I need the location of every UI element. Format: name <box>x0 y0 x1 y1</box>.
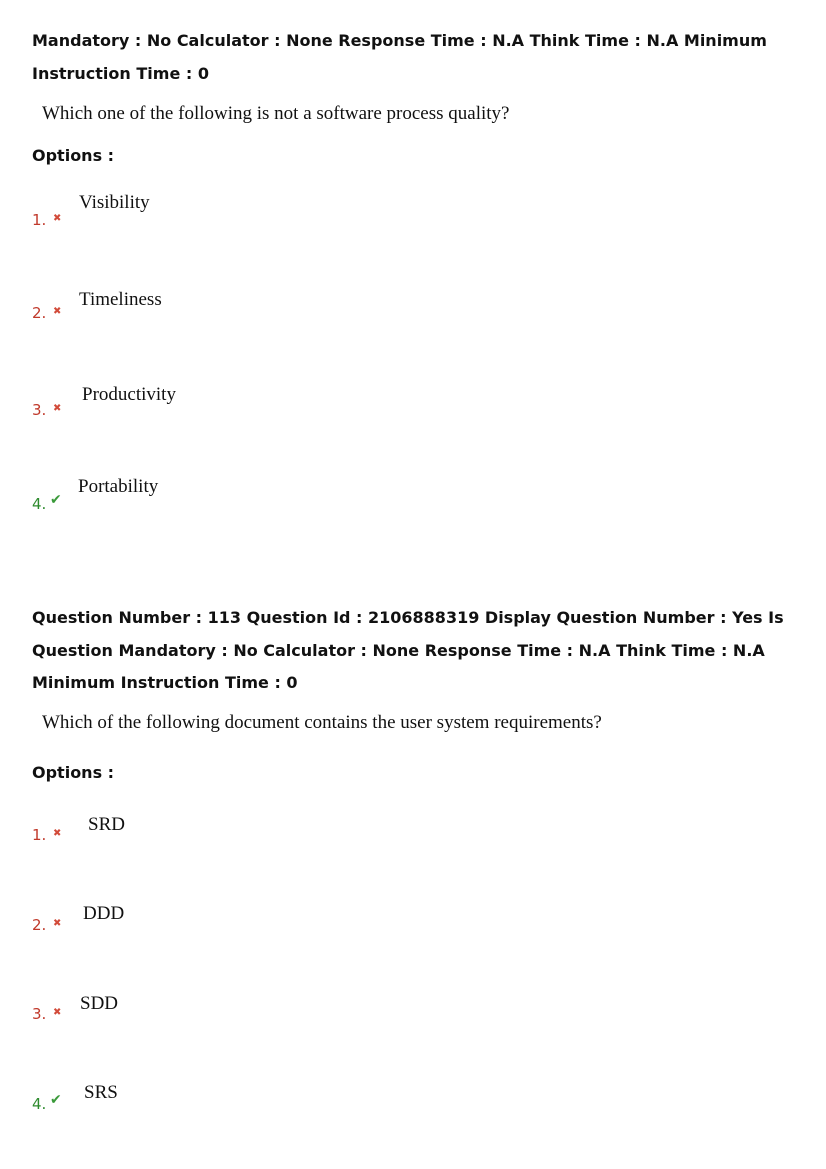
question-meta: Mandatory : No Calculator : None Response Time : N.A Think Time : N.A Minimum Instruction Time : 0 <box>32 31 767 83</box>
question-meta: Question Number : 113 Question Id : 2106888319 Display Question Number : Yes Is Question Mandatory : No Calculator : None Response Time : N.A Think Time : N.A Minimum Instruction Time : 0 <box>32 608 784 692</box>
option-number: 3. <box>32 1005 47 1023</box>
cross-mark-icon: ✖ <box>53 828 62 839</box>
option-text: SRD <box>88 814 125 835</box>
option-number: 4. <box>32 1095 47 1113</box>
option-number: 2. <box>32 304 47 322</box>
option-text: DDD <box>83 903 125 924</box>
option-text: Timeliness <box>79 289 162 310</box>
cross-mark-icon: ✖ <box>53 403 62 414</box>
option-text: SDD <box>80 993 119 1014</box>
option-text: Portability <box>78 476 159 497</box>
cross-mark-icon: ✖ <box>53 1007 62 1018</box>
check-mark-icon: ✔ <box>50 492 62 508</box>
option-number: 1. <box>32 211 47 229</box>
check-mark-icon: ✔ <box>50 1092 62 1108</box>
option-number: 3. <box>32 401 47 419</box>
option-number: 1. <box>32 826 47 844</box>
option-text: Productivity <box>82 384 176 405</box>
option-number: 2. <box>32 916 47 934</box>
options-heading: Options : <box>32 763 115 782</box>
option-text: Visibility <box>79 192 150 213</box>
options-heading: Options : <box>32 146 115 165</box>
cross-mark-icon: ✖ <box>53 918 62 929</box>
question-text: Which one of the following is not a software process quality? <box>42 103 510 124</box>
option-text: SRS <box>84 1082 118 1103</box>
option-number: 4. <box>32 495 47 513</box>
cross-mark-icon: ✖ <box>53 306 62 317</box>
cross-mark-icon: ✖ <box>53 213 62 224</box>
question-text: Which of the following document contains the user system requirements? <box>42 712 602 733</box>
